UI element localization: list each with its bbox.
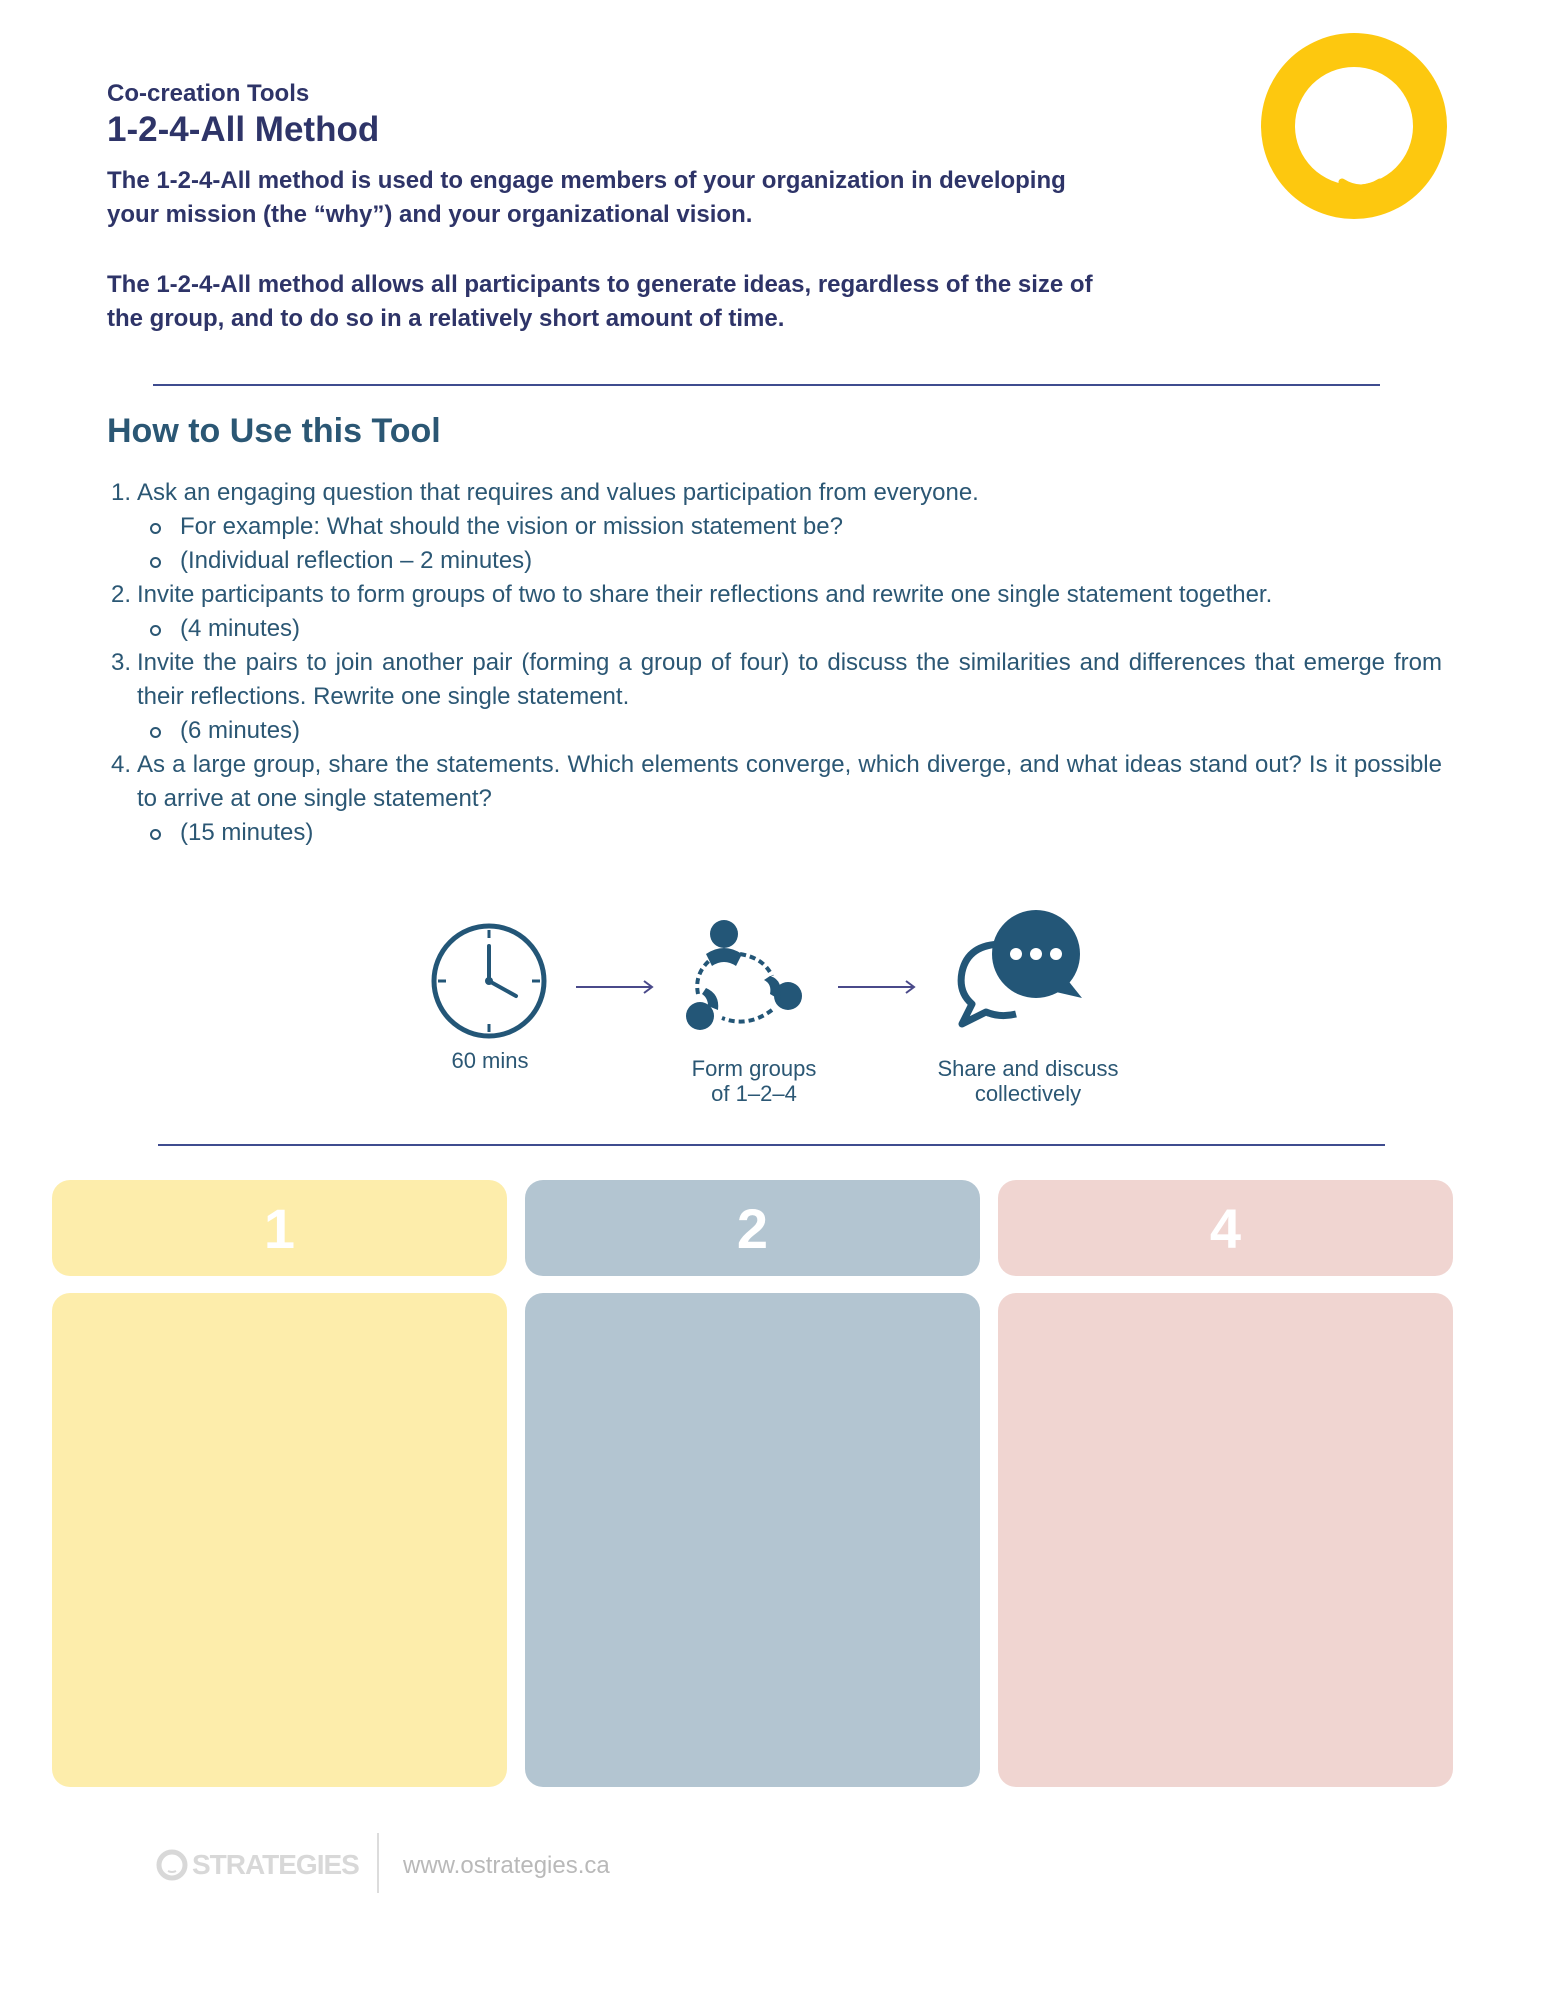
step-1	[107, 476, 1442, 510]
step-text: Invite the pairs to join another pair (forming a group of four) to discuss the similarities and differences that emerge from their reflections. Rewrite one single statement.	[137, 649, 1442, 710]
group-icon	[684, 914, 804, 1039]
footer-divider	[377, 1833, 379, 1893]
document-title: 1-2-4-All Method	[107, 110, 380, 149]
arrow-right-icon	[574, 980, 656, 999]
step-number: 4.	[111, 751, 132, 778]
sub-bullet: (Individual reflection – 2 minutes)	[107, 544, 1442, 578]
column-1-header: 1	[52, 1180, 507, 1276]
step-number: 2.	[111, 581, 132, 608]
intro-paragraph-1: The 1-2-4-All method is used to engage members of your organization in developing your mission (the “why”) and your organizational vision.	[107, 167, 1066, 228]
step-text: As a large group, share the statements. Which elements converge, which diverge, and what ideas stand out? Is it possible to arrive at one single statement?	[137, 751, 1442, 812]
step-number: 3.	[111, 649, 132, 676]
document-subtitle: Co-creation Tools	[107, 80, 310, 107]
clock-icon	[430, 922, 548, 1045]
footer-logo	[156, 1847, 359, 1883]
arrow-right-icon	[836, 980, 918, 999]
step-number: 1.	[111, 479, 132, 506]
section-divider-top	[153, 384, 1380, 386]
how-to-heading: How to Use this Tool	[107, 412, 441, 450]
intro-paragraph-2: The 1-2-4-All method allows all participants to generate ideas, regardless of the size of the group, and to do so in a relatively short amount of time.	[107, 271, 1093, 332]
chat-bubbles-icon	[948, 908, 1088, 1033]
sub-bullet: For example: What should the vision or mission statement be?	[107, 510, 1442, 544]
sub-bullet: (15 minutes)	[107, 816, 1442, 850]
step-text: Invite participants to form groups of two to share their reflections and rewrite one single statement together.	[137, 581, 1273, 608]
column-2-header: 2	[525, 1180, 980, 1276]
column-4-header: 4	[998, 1180, 1453, 1276]
process-label-share: Share and discuss collectively	[937, 1056, 1119, 1106]
step-4	[107, 748, 1442, 816]
sub-bullet: (4 minutes)	[107, 612, 1442, 646]
steps-list	[107, 476, 1442, 850]
process-label-groups: Form groups of 1–2–4	[691, 1056, 817, 1106]
sub-bullet: (6 minutes)	[107, 714, 1442, 748]
smile-ring-logo-icon	[1260, 32, 1448, 220]
footer-url-link[interactable]: www.ostrategies.ca	[403, 1852, 610, 1879]
step-3	[107, 646, 1442, 714]
column-2-writing-area[interactable]	[525, 1293, 980, 1787]
step-text: Ask an engaging question that requires and values participation from everyone.	[137, 479, 979, 506]
section-divider-bottom	[158, 1144, 1385, 1146]
o-logo-icon	[156, 1849, 188, 1881]
footer-brand: STRATEGIES	[192, 1849, 359, 1880]
process-label-clock: 60 mins	[451, 1048, 529, 1073]
column-4-writing-area[interactable]	[998, 1293, 1453, 1787]
step-2	[107, 578, 1442, 612]
column-1-writing-area[interactable]	[52, 1293, 507, 1787]
